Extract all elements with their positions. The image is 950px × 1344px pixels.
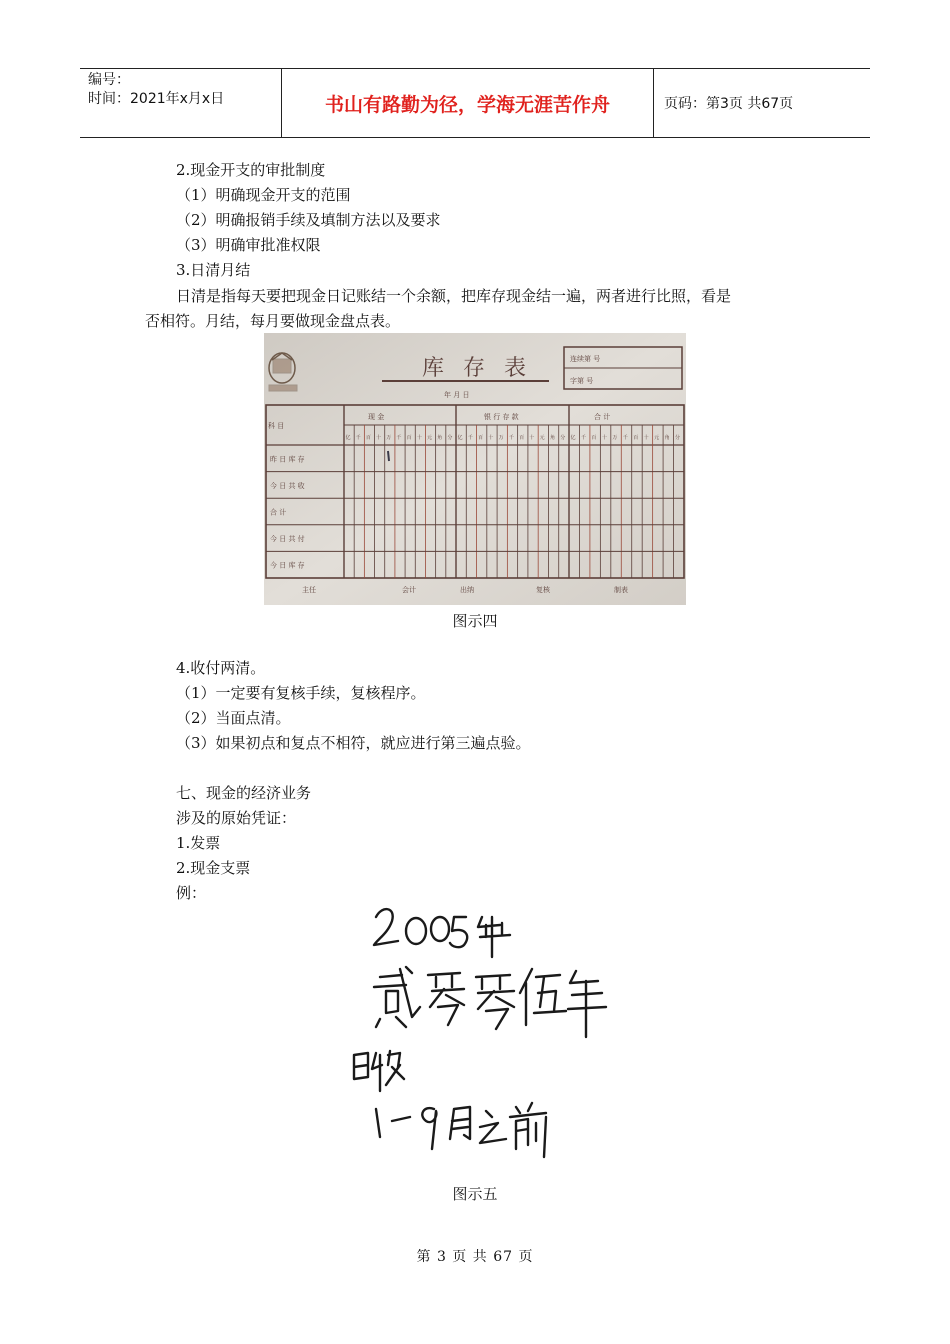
figure4-caption: 图示四: [452, 612, 498, 630]
form-digit-unit: 元: [426, 435, 432, 441]
form-digit-unit: 角: [437, 435, 443, 441]
form-digit-unit: 亿: [457, 435, 463, 441]
form-digit-unit: 百: [633, 435, 639, 441]
chapter-heading: 七、现金的经济业务: [176, 784, 312, 802]
form-digit-unit: 千: [508, 435, 514, 441]
form-col-total: 合 计: [594, 413, 611, 421]
section-heading: 4.收付两清。: [176, 659, 266, 677]
form-digit-unit: 十: [416, 435, 422, 441]
form-digit-unit: 千: [355, 435, 361, 441]
section-heading: 2.现金开支的审批制度: [176, 161, 326, 179]
paragraph-line: 涉及的原始凭证：: [176, 809, 297, 827]
form-row-label: 今 日 共 付: [270, 535, 305, 544]
form-digit-unit: 万: [612, 435, 618, 441]
example-label: 例：: [176, 884, 207, 902]
list-item: 1.发票: [176, 834, 221, 852]
form-col-bank: 银 行 存 款: [484, 413, 519, 421]
form-digit-unit: 角: [549, 435, 555, 441]
form-digit-unit: 十: [643, 435, 649, 441]
form-digit-unit: 分: [560, 435, 566, 441]
list-item: （1）一定要有复核手续，复核程序。: [176, 684, 426, 702]
form-digit-unit: 千: [396, 435, 402, 441]
inventory-form-photo: [264, 333, 686, 605]
form-signature-label: 复核: [536, 586, 550, 594]
form-row-label: 今 日 库 存: [270, 561, 305, 570]
form-signature-label: 会计: [402, 586, 416, 594]
form-serial-line2: 字第 号: [570, 377, 594, 385]
form-digit-unit: 万: [386, 435, 392, 441]
list-item: （1）明确现金开支的范围: [176, 186, 351, 204]
form-digit-unit: 亿: [570, 435, 576, 441]
form-digit-unit: 亿: [345, 435, 351, 441]
form-row-label: 合 计: [270, 508, 287, 517]
form-serial-line1: 连续第 号: [570, 355, 601, 363]
form-digit-unit: 十: [601, 435, 607, 441]
list-item: （2）当面点清。: [176, 709, 291, 727]
form-row-label: 今 日 共 收: [270, 481, 305, 490]
handwriting-sample: [340, 895, 620, 1185]
list-item: （3）如果初点和复点不相符，就应进行第三遍点验。: [176, 734, 531, 752]
form-digit-unit: 千: [622, 435, 628, 441]
form-digit-unit: 十: [529, 435, 535, 441]
paragraph-line: 否相符。月结，每月要做现金盘点表。: [145, 312, 401, 330]
form-digit-unit: 百: [406, 435, 412, 441]
form-signature-label: 制表: [614, 586, 628, 594]
figure5-caption: 图示五: [452, 1185, 498, 1203]
form-signature-label: 主任: [302, 586, 316, 594]
time-label: 时间：2021年x月x日: [88, 91, 225, 107]
form-digit-unit: 角: [664, 435, 670, 441]
form-date: 年 月 日: [444, 391, 470, 399]
form-digit-unit: 百: [478, 435, 484, 441]
form-digit-unit: 百: [519, 435, 525, 441]
serial-label: 编号：: [88, 72, 130, 88]
page-footer: 第 3 页 共 67 页: [416, 1249, 534, 1265]
form-col-item: 科 目: [268, 422, 285, 430]
form-digit-unit: 分: [447, 435, 453, 441]
form-digit-unit: 元: [539, 435, 545, 441]
form-digit-unit: 万: [498, 435, 504, 441]
form-row-label: 昨 日 库 存: [270, 455, 305, 464]
form-digit-unit: 千: [580, 435, 586, 441]
form-signature-label: 出纳: [460, 586, 474, 594]
header-page-number: 页码：第3页 共67页: [664, 96, 794, 112]
header-motto: 书山有路勤为径，学海无涯苦作舟: [282, 69, 654, 137]
form-title: 库 存 表: [422, 356, 532, 381]
form-digit-unit: 十: [376, 435, 382, 441]
form-digit-unit: 十: [488, 435, 494, 441]
list-item: （3）明确审批准权限: [176, 236, 321, 254]
form-col-cash: 现 金: [368, 413, 385, 421]
paragraph-line: 日清是指每天要把现金日记账结一个余额，把库存现金结一遍，两者进行比照，看是: [176, 287, 732, 305]
header-left: [80, 69, 282, 137]
form-digit-unit: 分: [675, 435, 681, 441]
list-item: （2）明确报销手续及填制方法以及要求: [176, 211, 441, 229]
section-heading: 3.日清月结: [176, 261, 251, 279]
form-digit-unit: 元: [654, 435, 660, 441]
list-item: 2.现金支票: [176, 859, 251, 877]
form-digit-unit: 千: [467, 435, 473, 441]
form-digit-unit: 百: [591, 435, 597, 441]
form-digit-unit: 百: [365, 435, 371, 441]
page-header: [80, 68, 870, 138]
